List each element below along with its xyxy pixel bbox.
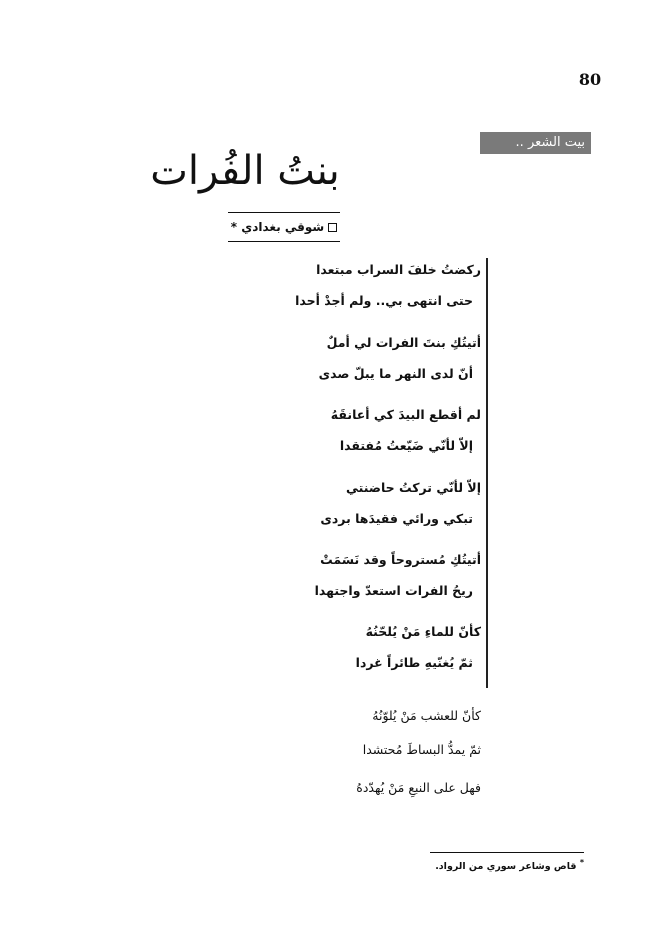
verse-line: أتيتُكِ مُستروحاً وقد نَسَمَتْ [320,552,481,567]
footnote-marker: * [579,858,584,867]
verse-line: تبكي ورائي فقيدَها بردى [320,511,473,526]
poem-vertical-rule [486,258,488,688]
square-bullet-icon [328,223,337,232]
verse-line: فهل على النبعِ مَنْ يُهدّدهُ [356,780,481,795]
verse-line: حتى انتهى بي.. ولم أجدْ أحدا [295,293,473,308]
verse-line: ريحُ الفرات استعدّ واجتهدا [314,583,473,598]
verse-line: لم أقطع البيدَ كي أعانقَهُ [330,407,481,422]
verse-line: كأنّ للعشب مَنْ يُلوّنُهُ [372,708,481,723]
footnote-text: قاص وشاعر سوري من الرواد. [435,861,577,873]
section-label: بيت الشعر .. [480,132,591,154]
verse-line: ركضتُ خلفَ السراب مبتعدا [316,262,481,277]
verse-line: ثمّ يُغنّيهِ طائراً غردا [355,655,473,670]
verse-line: أنّ لدى النهر ما يبلّ صدى [318,366,473,381]
footnote-rule [430,852,584,853]
verse-line: إلاّ لأنّي ضَيّعتُ مُفتقدا [339,438,473,453]
author-block [228,212,340,242]
verse-line: إلاّ لأنّي تركتُ حاضنتي [346,480,481,495]
footnote [380,858,584,872]
author-name: شوقي بغدادي * [230,220,325,234]
poem-title: بنتُ الفُرات [150,148,340,194]
verse-line: أتيتُكِ بنتَ الفرات لي أملٌ [326,335,481,350]
page-number: 80 [578,70,602,89]
verse-line: كأنّ للماءِ مَنْ يُلحّنُهُ [365,624,481,639]
verse-line: ثمّ يمدُّ البساطَ مُحتشدا [362,742,481,757]
